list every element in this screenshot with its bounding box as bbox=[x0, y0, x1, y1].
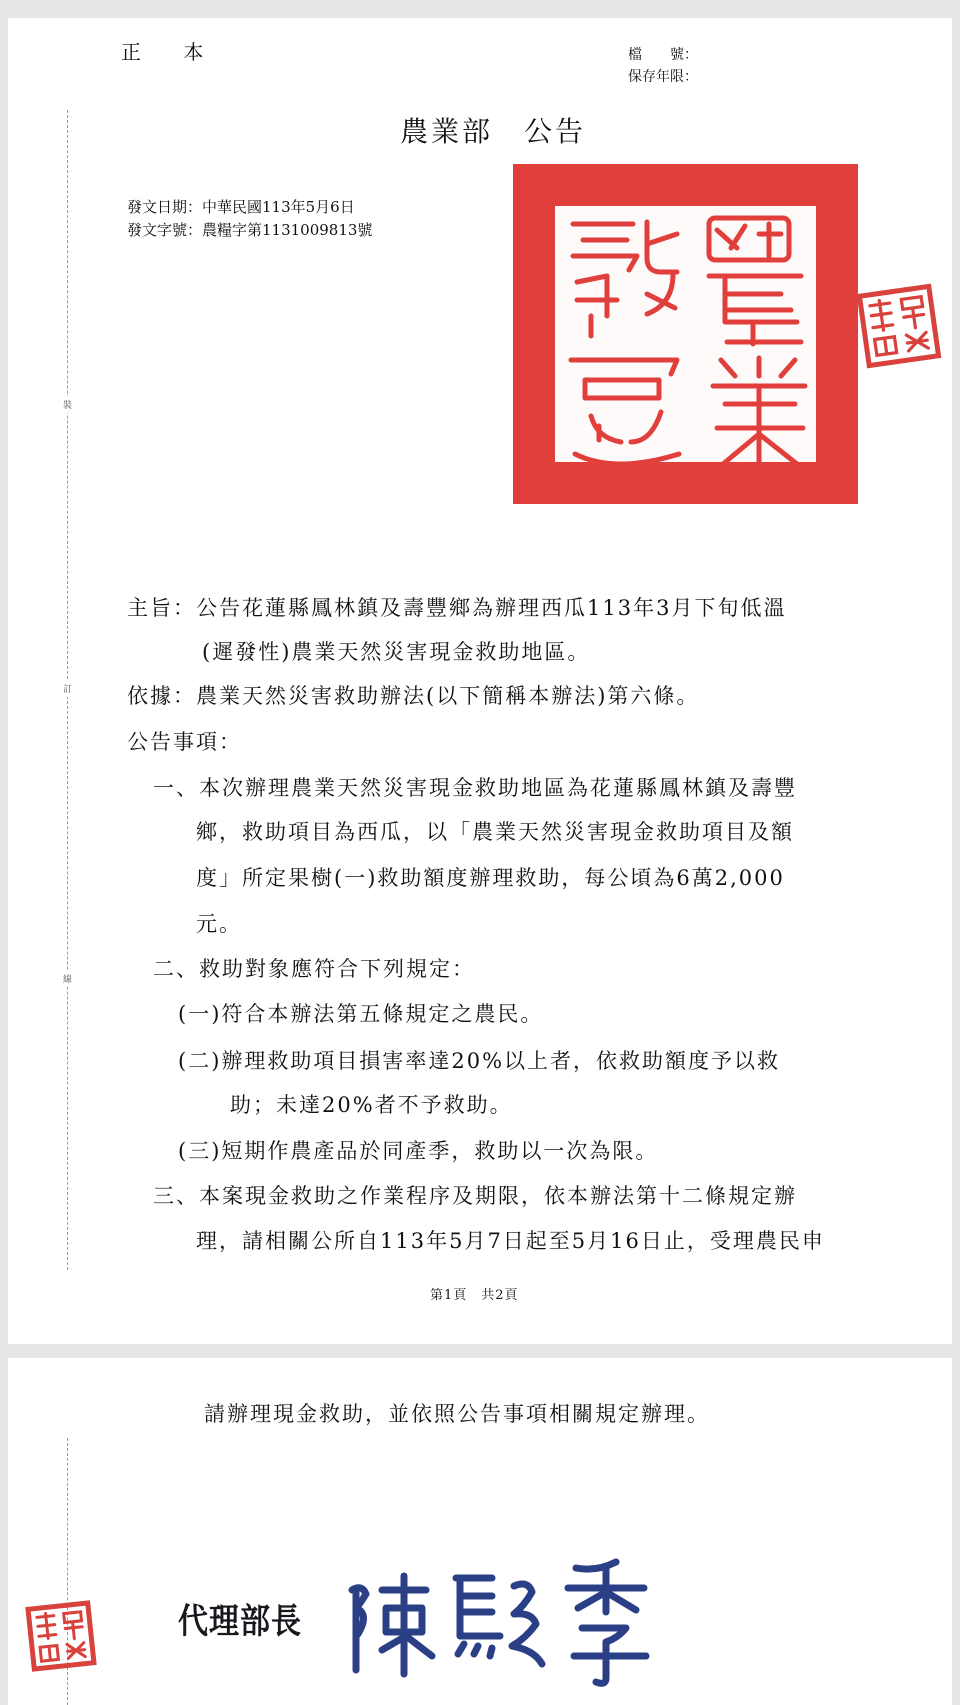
item-2-sub-1: (一)符合本辦法第五條規定之農民。 bbox=[178, 1002, 544, 1026]
closing-line: 請辦理現金救助，並依照公告事項相關規定辦理。 bbox=[204, 1402, 710, 1426]
document-title: 農業部 公告 bbox=[400, 115, 587, 148]
retention-label: 保存年限： bbox=[628, 69, 698, 85]
issue-info bbox=[127, 196, 372, 242]
small-seal-icon bbox=[856, 283, 942, 369]
seal-glyphs-icon bbox=[513, 164, 858, 504]
document-page-2 bbox=[8, 1358, 952, 1705]
item-1-line: 一、本次辦理農業天然災害現金救助地區為花蓮縣鳳林鎮及壽豐 bbox=[153, 776, 797, 800]
signature-icon bbox=[338, 1538, 658, 1688]
signer-title: 代理部長 bbox=[178, 1601, 302, 1643]
document-page-1 bbox=[8, 18, 952, 1344]
notice-items-heading: 公告事項： bbox=[127, 730, 242, 754]
margin-mark-bind: 裝 bbox=[61, 396, 74, 413]
subject-line-cont: (遲發性)農業天然災害現金救助地區。 bbox=[202, 640, 591, 664]
page-number: 第1頁 共2頁 bbox=[430, 1288, 519, 1303]
file-number-label: 檔 號： bbox=[628, 47, 698, 63]
basis-line: 依據：農業天然災害救助辦法(以下簡稱本辦法)第六條。 bbox=[127, 684, 700, 708]
item-2-sub-2: (二)辦理救助項目損害率達20%以上者，依救助額度予以救 bbox=[178, 1049, 781, 1073]
item-3-cont: 理，請相關公所自113年5月7日起至5月16日止，受理農民申 bbox=[196, 1229, 825, 1253]
copy-type: 正 本 bbox=[121, 40, 222, 64]
page-seal-icon bbox=[25, 1600, 98, 1673]
file-meta bbox=[628, 44, 698, 88]
issue-date: 發文日期：中華民國113年5月6日 bbox=[127, 198, 355, 216]
margin-mark-line: 線 bbox=[61, 970, 74, 987]
official-seal bbox=[513, 164, 858, 504]
issue-number: 發文字號：農糧字第1131009813號 bbox=[127, 221, 373, 239]
item-3-line: 三、本案現金救助之作業程序及期限，依本辦法第十二條規定辦 bbox=[153, 1184, 797, 1208]
item-2-sub-2-cont: 助；未達20%者不予救助。 bbox=[230, 1093, 513, 1117]
subject-line: 主旨：公告花蓮縣鳳林鎮及壽豐鄉為辦理西瓜113年3月下旬低溫 bbox=[127, 596, 787, 620]
item-1-cont: 元。 bbox=[196, 912, 242, 936]
item-2-sub-3: (三)短期作農產品於同產季，救助以一次為限。 bbox=[178, 1139, 659, 1163]
item-1-cont: 鄉，救助項目為西瓜，以「農業天然災害現金救助項目及額 bbox=[196, 820, 794, 844]
margin-mark-staple: 訂 bbox=[61, 680, 74, 697]
item-1-cont: 度」所定果樹(一)救助額度辦理救助，每公頃為6萬2,000 bbox=[196, 866, 785, 890]
item-2-line: 二、救助對象應符合下列規定： bbox=[153, 957, 475, 981]
